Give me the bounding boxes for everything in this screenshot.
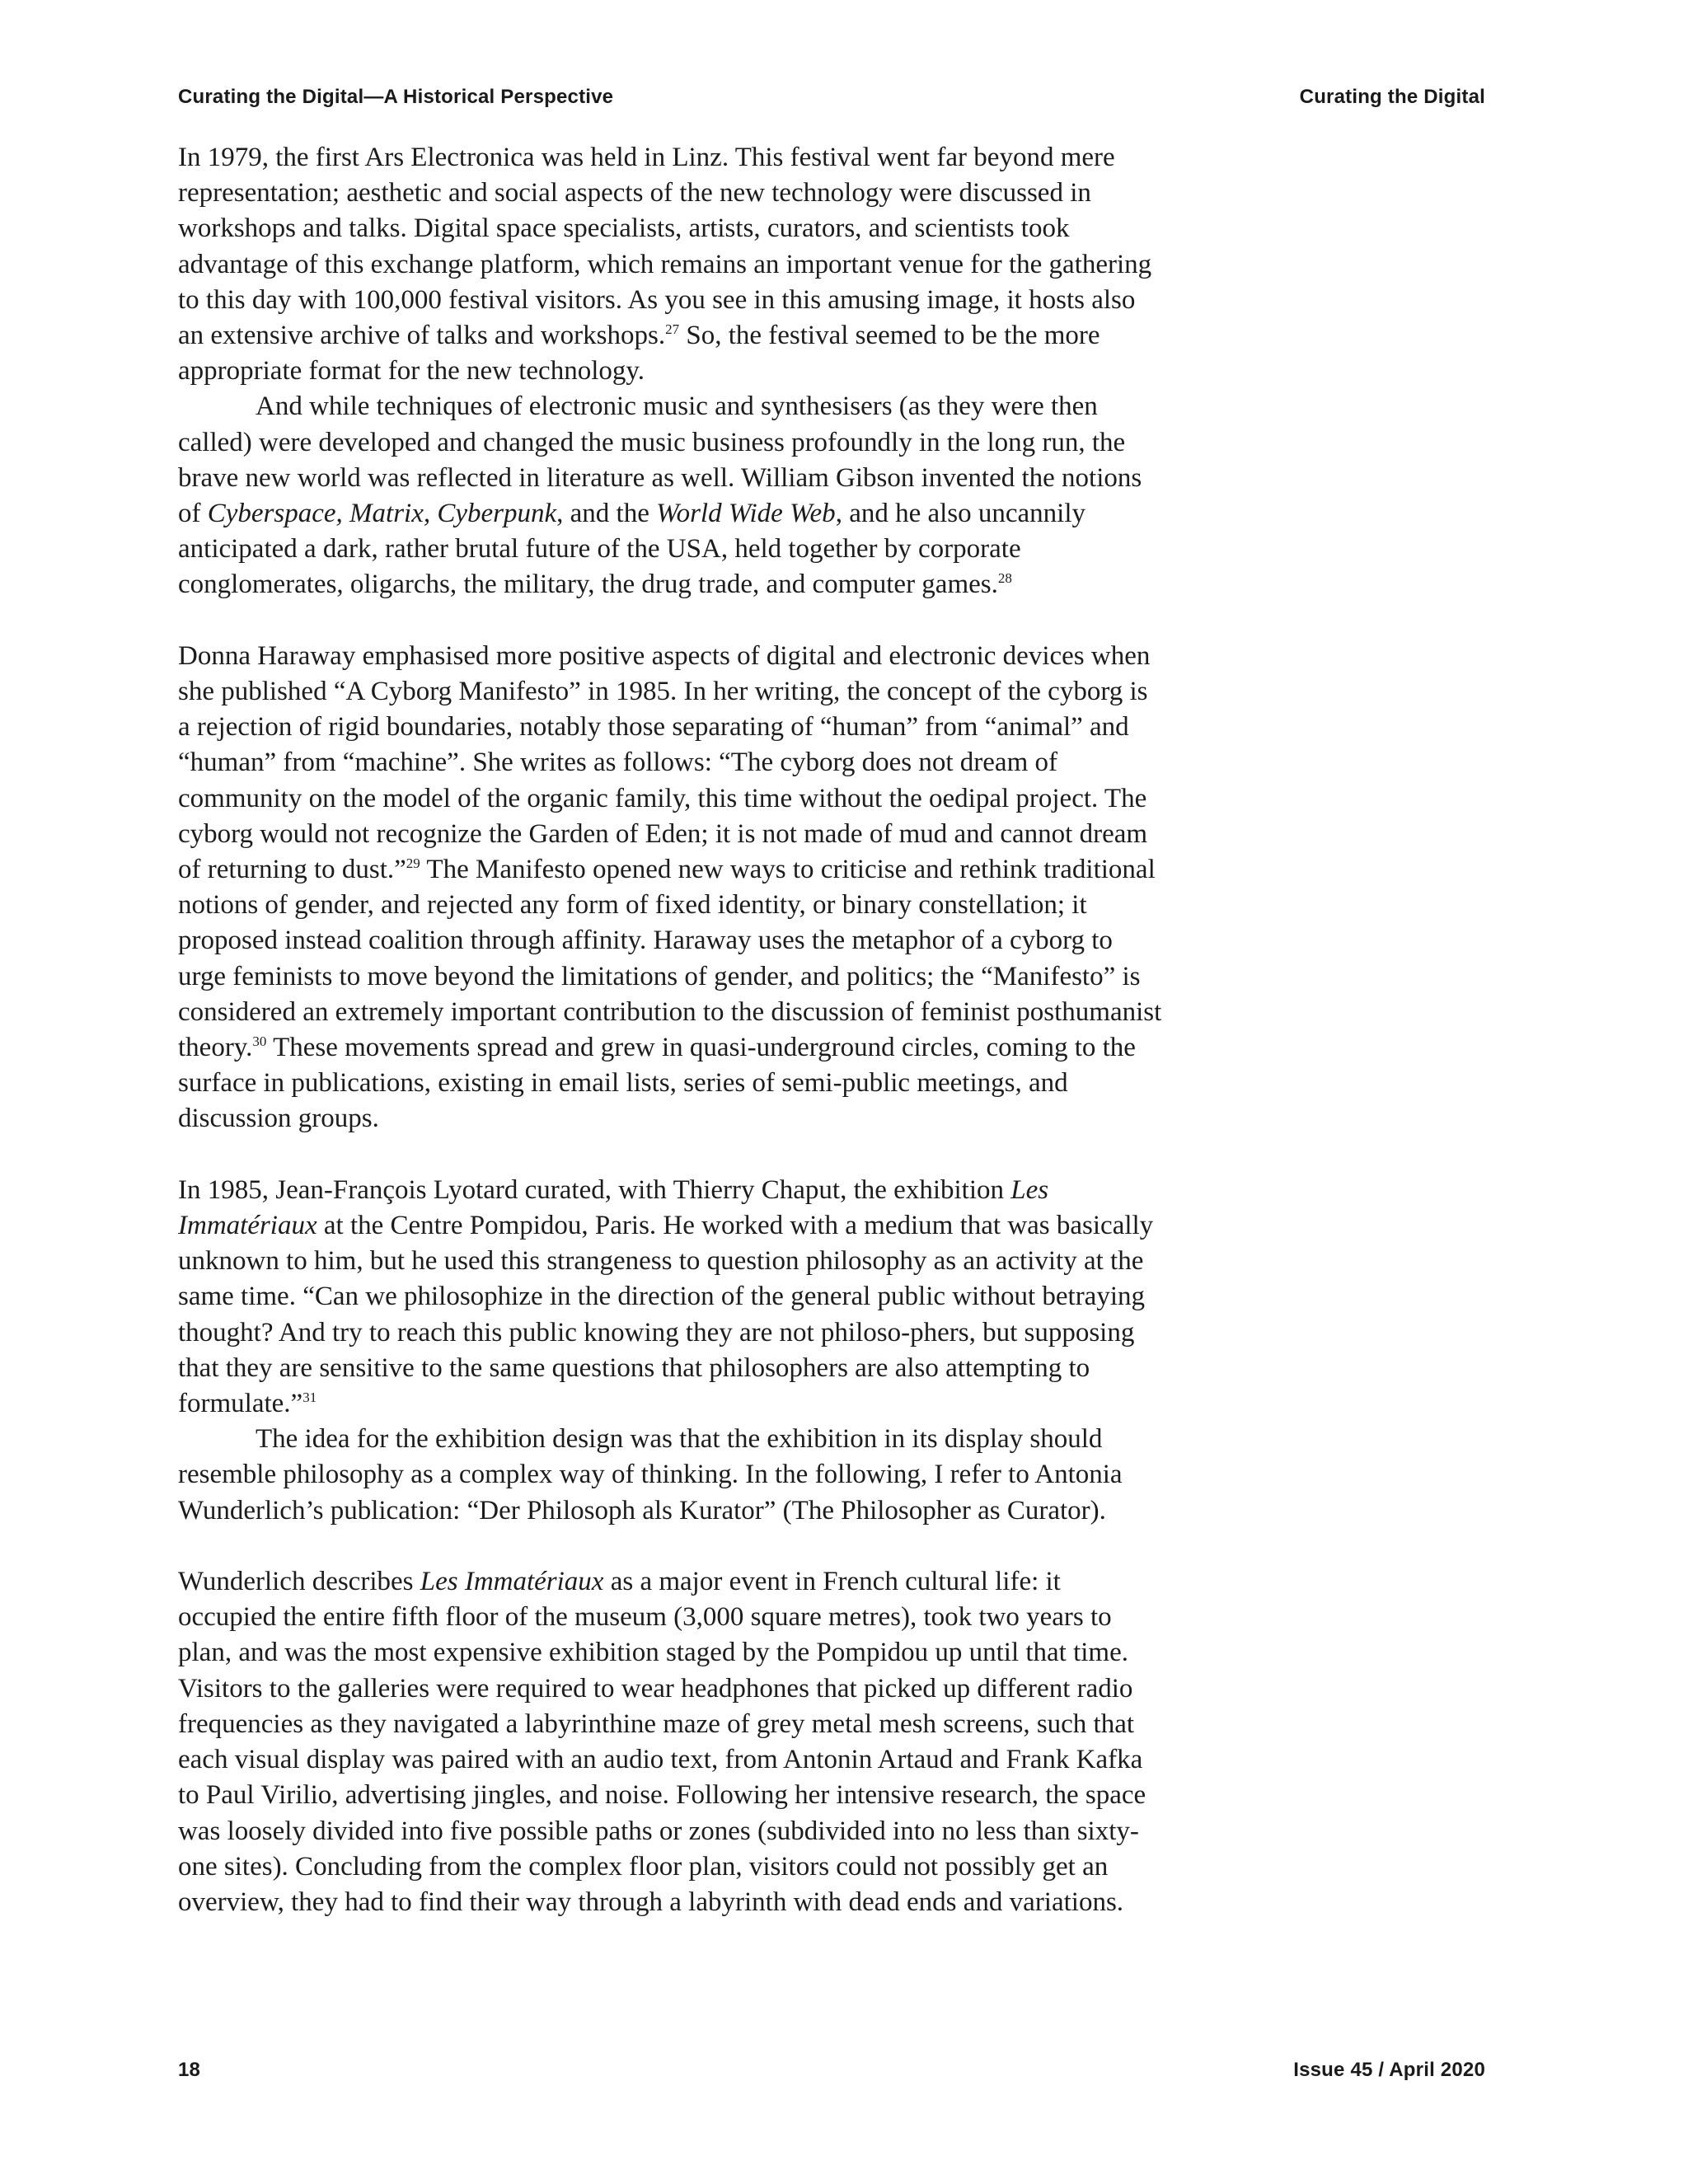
footnote-ref[interactable]: 27 [665, 321, 680, 338]
text-run: In 1985, Jean-François Lyotard curated, with Thierry Chaput, the exhibition [178, 1174, 1011, 1205]
paragraph-ars-electronica [178, 140, 1163, 389]
page-number: 18 [178, 2059, 201, 2081]
running-footer [178, 2059, 1485, 2082]
italic-title: Les Immatériaux [178, 1174, 1049, 1241]
footnote-ref[interactable]: 30 [252, 1033, 267, 1050]
header-journal-title: Curating the Digital [1299, 86, 1485, 108]
paragraph-lyotard [178, 1173, 1163, 1422]
footnote-ref[interactable]: 31 [302, 1390, 317, 1406]
text-run: These movements spread and grew in quasi-underground circles, coming to the surface in publications, existing in email lists, series of semi-public meetings, and discussion groups. [178, 1033, 1136, 1134]
italic-title: Les Immatériaux [420, 1567, 604, 1597]
text-run: In 1979, the first Ars Electronica was held in Linz. This festival went far beyond mere representation; aesthetic and social aspects of the new technology were discussed in workshops and talks. Digital space specialists, artists, curators, and scientists took advantage of this exchange platform, which remains an important venue for the gathering to this day with 100,000 festival visitors. As you see in this amusing image, it hosts also an extensive archive of talks and workshops. [178, 143, 1152, 351]
text-run: Wunderlich describes [178, 1567, 420, 1597]
issue-info: Issue 45 / April 2020 [1293, 2059, 1485, 2081]
italic-term: Cyberspace, Matrix, Cyberpunk [207, 499, 557, 529]
running-header [178, 86, 1485, 109]
text-run: , and the [556, 499, 657, 529]
paragraph-gibson [178, 389, 1163, 602]
text-run: Donna Haraway emphasised more positive aspects of digital and electronic devices when she published “A Cyborg Manifesto” in 1985. In her writing, the concept of the cyborg is a rejection of rigid boundaries, notably those separating of “human” from “animal” and “human” from “machine”. She writes as follows: “The cyborg does not dream of community on the model of the organic family, this time without the oedipal project. The cyborg would not recognize the Garden of Eden; it is not made of mud and cannot dream of returning to dust.” [178, 640, 1151, 885]
text-run: at the Centre Pompidou, Paris. He worked with a medium that was basically unknown to him, but he used this strangeness to question philosophy as an activity at the same time. “Can we philosophize in the direction of the general public without betraying thought? And try to reach this public knowing they are not philoso-phers, but supposing that they are sensitive to the same questions that philosophers are also attempting to formulate.” [178, 1211, 1154, 1419]
text-run: And while techniques of electronic music and synthesisers (as they were then called) were developed and changed the music business profoundly in the long run, the brave new world was reflected in literature as well. William Gibson invented the notions of [178, 391, 1142, 529]
text-run: , and he also uncannily anticipated a dark, rather brutal future of the USA, held together by corporate conglomerates, oligarchs, the military, the drug trade, and computer games. [178, 499, 1086, 600]
header-section-title: Curating the Digital—A Historical Perspective [178, 86, 614, 108]
text-run: as a major event in French cultural life: it occupied the entire fifth floor of the museum (3,000 square metres), took two years to plan, and was the most expensive exhibition staged by the Pompidou up until that time. Visitors to the galleries were required to wear headphones that picked up different radio frequencies as they navigated a labyrinthine maze of grey metal mesh screens, such that each visual display was paired with an audio text, from Antonin Artaud and Frank Kafka to Paul Virilio, advertising jingles, and noise. Following her intensive research, the space was loosely divided into five possible paths or zones (subdivided into no less than sixty-one sites). Concluding from the complex floor plan, visitors could not possibly get an overview, they had to find their way through a labyrinth with dead ends and variations. [178, 1567, 1146, 1917]
paragraph-exhibition-design [178, 1422, 1163, 1529]
text-run: The idea for the exhibition design was that the exhibition in its display should resemble philosophy as a complex way of thinking. In the following, I refer to Antonia Wunderlich’s publication: “Der Philosoph als Kurator” (The Philosopher as Curator). [178, 1424, 1123, 1526]
text-run: The Manifesto opened new ways to criticise and rethink traditional notions of gender, and rejected any form of fixed identity, or binary constellation; it proposed instead coalition through affinity. Haraway uses the metaphor of a cyborg to urge feminists to move beyond the limitations of gender, and politics; the “Manifesto” is considered an extremely important contribution to the discussion of feminist posthumanist theory. [178, 855, 1162, 1063]
article-body [178, 140, 1163, 1920]
footnote-ref[interactable]: 29 [406, 855, 420, 872]
footnote-ref[interactable]: 28 [997, 570, 1012, 587]
text-run: So, the festival seemed to be the more appropriate format for the new technology. [178, 321, 1100, 387]
paragraph-wunderlich [178, 1564, 1163, 1920]
italic-term: World Wide Web [656, 499, 836, 529]
paragraph-haraway [178, 639, 1163, 1137]
